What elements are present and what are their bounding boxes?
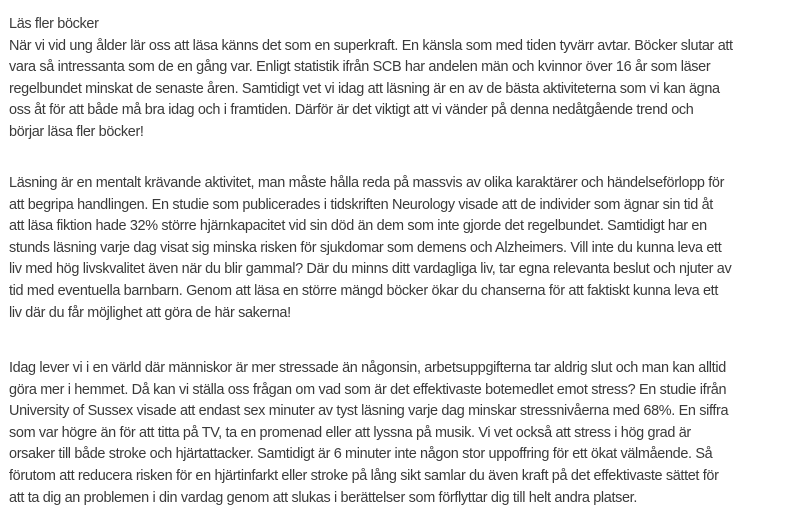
text-line: att begripa handlingen. En studie som publicerades i tidskriften Neurology visade att de individer som ägnar sin tid åt bbox=[9, 196, 713, 213]
text-line: förutom att reducera risken för en hjärtinfarkt eller stroke på lång sikt samlar du även kraft på det effektivaste sättet för bbox=[9, 467, 719, 484]
text-line: regelbundet minskat de senaste åren. Samtidigt vet vi idag att läsning är en av de bästa aktiviteterna som vi kan ägna bbox=[9, 80, 720, 97]
text-line: Läsning är en mentalt krävande aktivitet, man måste hålla reda på massvis av olika karaktärer och händelseförlopp för bbox=[9, 175, 725, 191]
text-line: göra mer i hemmet. Då kan vi ställa oss frågan om vad som är det effektivaste botemedlet emot stress? En studie ifrån bbox=[9, 381, 727, 398]
text-line: University of Sussex visade att endast sex minuter av tyst läsning varje dag minskar stressnivåerna med 68%. En siffra bbox=[9, 403, 729, 420]
text-line: tid med eventuella barnbarn. Genom att läsa en större mängd böcker ökar du chanserna för att faktiskt kunna leva ett bbox=[9, 282, 719, 299]
text-line: vara så intressanta som de en gång var. Enligt statistik ifrån SCB har andelen män och kvinnor över 16 år som läser bbox=[9, 59, 711, 76]
text-line: som var högre än för att titta på TV, ta en promenad eller att lyssna på musik. Vi vet också att stress i hög grad är bbox=[9, 424, 691, 441]
text-line: stunds läsning varje dag visat sig minska risken för sjukdomar som demens och Alzheimers. Vill inte du kunna leva ett bbox=[9, 239, 722, 256]
text-line: oss åt för att både må bra idag och i framtiden. Därför är det viktigt att vi vänder på denna nedåtgående trend och bbox=[9, 102, 694, 119]
text-line: liv med hög livskvalitet även när du blir gammal? Där du minns ditt vardagliga liv, tar egna relevanta beslut och njuter av bbox=[9, 261, 732, 278]
text-line: att läsa fiktion hade 32% större hjärnkapacitet vid sin död än dem som inte gjorde det regelbundet. Samtidigt har en bbox=[9, 218, 707, 235]
text-line: börjar läsa fler böcker! bbox=[9, 123, 144, 140]
text-line: att ta dig an problemen i din vardag genom att slukas i berättelser som förflyttar dig till helt andra platser. bbox=[9, 489, 638, 506]
text-line: orsaker till både stroke och hjärtattacker. Samtidigt är 6 minuter inte någon stor uppoffring för ett ökat välmående. Så bbox=[9, 446, 713, 463]
text-line: Idag lever vi i en värld där människor är mer stressade än någonsin, arbetsuppgifterna tar aldrig slut och man kan alltid bbox=[9, 360, 726, 376]
document-title: Läs fler böcker bbox=[9, 16, 99, 32]
text-line: liv där du får möjlighet att göra de här sakerna! bbox=[9, 304, 291, 321]
paragraph-stress bbox=[9, 358, 799, 509]
text-line: När vi vid ung ålder lär oss att läsa känns det som en superkraft. En känsla som med tiden tyvärr avtar. Böcker slutar att bbox=[9, 37, 733, 54]
paragraph-brain-health bbox=[9, 173, 799, 324]
paragraph-intro bbox=[9, 14, 799, 144]
